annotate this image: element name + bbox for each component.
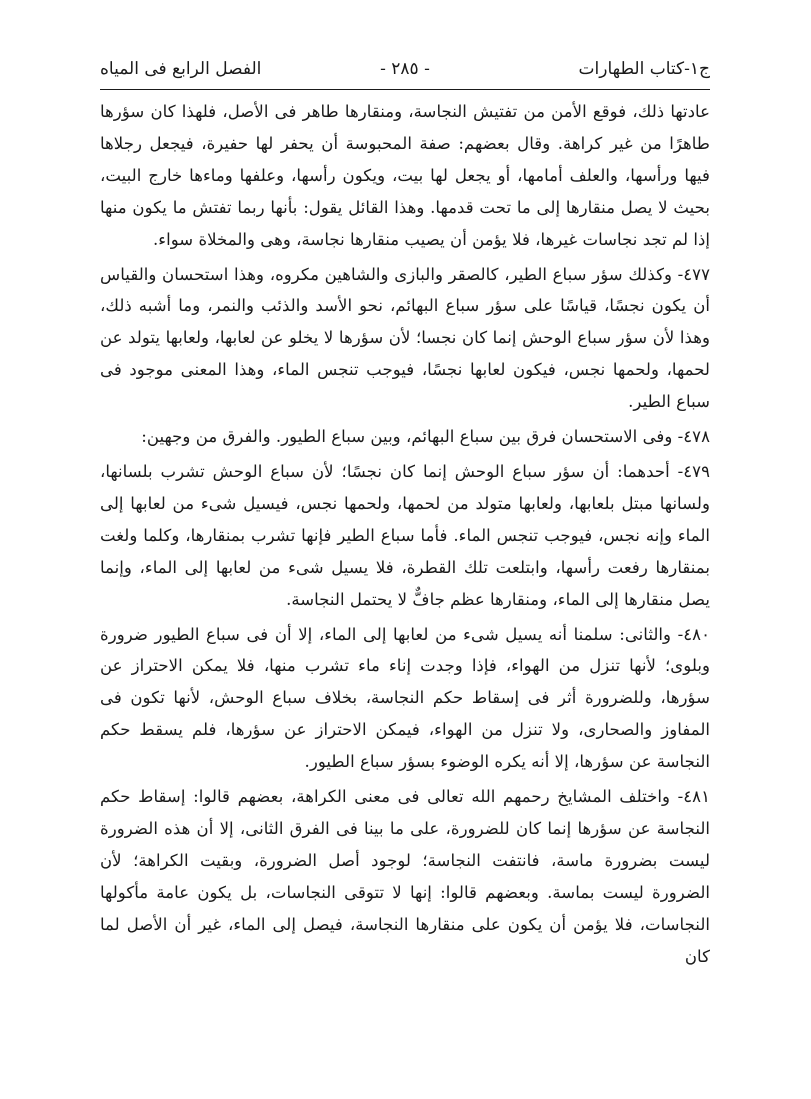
paragraph-text: وكذلك سؤر سباع الطير، كالصقر والبازى والشاهين مكروه، وهذا استحسان والقياس أن يكون نجسًا، قياسًا على سؤر سباع البهائم، نحو الأسد والذئب والنمر، وما أشبه ذلك، وهذا لأن سؤر سباع الوحش إنما كان نجسا؛ لأن سؤرها لا يخلو عن لعابها، ولعابها يتولد عن لحمها، ولحمها نجس، فيكون لعابها نجسًا، فيوجب تنجس الماء، وهذا المعنى موجود فى سباع الطير.: [100, 264, 710, 412]
paragraph-477: ٤٧٧- وكذلك سؤر سباع الطير، كالصقر والبازى والشاهين مكروه، وهذا استحسان والقياس أن يكون نجسًا، قياسًا على سؤر سباع البهائم، نحو الأسد والذئب والنمر، وما أشبه ذلك، وهذا لأن سؤر سباع الوحش إنما كان نجسا؛ لأن سؤرها لا يخلو عن لعابها، ولعابها يتولد عن لحمها، ولحمها نجس، فيكون لعابها نجسًا، فيوجب تنجس الماء، وهذا المعنى موجود فى سباع الطير.: [100, 264, 710, 412]
paragraph-text: عادتها ذلك، فوقع الأمن من تفتيش النجاسة، ومنقارها طاهر فى الأصل، فلهذا كان سؤرها طاهرًا من غير كراهة. وقال بعضهم: صفة المحبوسة أن يحفر لها حفيرة، فيجعل رجلاها فيها ورأسها، والعلف أمامها، أو يجعل لها بيت، ويكون رأسها، وعلفها وماءها خارج البيت، بحيث لا يصل منقارها إلى ما تحت قدمها. وهذا القائل يقول: بأنها ربما تفتش ما يكون منها إذا لم تجد نجاسات غيرها، فلا يؤمن أن يصيب منقارها نجاسة، وهى والمخلاة سواء.: [100, 102, 710, 249]
paragraph-number: ٤٧٩: [683, 461, 710, 481]
paragraph-479: ٤٧٩- أحدهما: أن سؤر سباع الوحش إنما كان نجسًا؛ لأن سباع الوحش تشرب بلسانها، ولسانها مبتل بلعابها، ولعابها متولد من لحمها، ولحمها نجس، فيسيل شىء من لعابها إلى الماء وإنه نجس، فيوجب تنجس الماء. فأما سباع الطير فإنها تشرب بمنقارها، وكلما ولغت بمنقارها رفعت رأسها، وابتلعت تلك القطرة، فلا يسيل شىء من لعابها إلى الماء، وإنما يصل منقارها إلى الماء، ومنقارها عظم جافٌّ لا يحتمل النجاسة.: [100, 461, 710, 609]
paragraph-480: ٤٨٠- والثانى: سلمنا أنه يسيل شىء من لعابها إلى الماء، إلا أن فى سباع الطيور ضرورة وبلوى؛ لأنها تنزل من الهواء، فإذا وجدت إناء ماء تشرب منها، فلا يمكن الاحتراز عن سؤرها، وللضرورة أثر فى إسقاط حكم النجاسة، بخلاف سباع الوحش، لأنها تكون فى المفاوز والصحارى، ولا تنزل من الهواء، فيمكن الاحتراز عن سؤرها، فلم يسقط حكم النجاسة عن سؤرها، إلا أنه يكره الوضوء بسؤر سباع الطيور.: [100, 624, 710, 772]
paragraph-text: والثانى: سلمنا أنه يسيل شىء من لعابها إلى الماء، إلا أن فى سباع الطيور ضرورة وبلوى؛ لأنها تنزل من الهواء، فإذا وجدت إناء ماء تشرب منها، فلا يمكن الاحتراز عن سؤرها، وللضرورة أثر فى إسقاط حكم النجاسة، بخلاف سباع الوحش، لأنها تكون فى المفاوز والصحارى، ولا تنزل من الهواء، فيمكن الاحتراز عن سؤرها، فلم يسقط حكم النجاسة عن سؤرها، إلا أنه يكره الوضوء بسؤر سباع الطيور.: [100, 624, 710, 772]
volume-chapter-title: ج١-كتاب الطهارات: [578, 59, 710, 79]
paragraph-text: واختلف المشايخ رحمهم الله تعالى فى معنى الكراهة، بعضهم قالوا: إسقاط حكم النجاسة عن سؤرها إنما كان للضرورة، على ما بينا فى الفرق الثانى، إلا أن هذه الضرورة ليست بضرورة ماسة، فانتفت النجاسة؛ لوجود أصل الضرورة، وبقيت الكراهة؛ لأن الضرورة ليست بماسة. وبعضهم قالوا: إنها لا تتوقى النجاسات، بل يكون عامة مأكولها النجاسات، فلا يؤمن أن يكون على منقارها النجاسة، فيصل إلى الماء، غير أن الأصل لما كان: [100, 787, 710, 966]
paragraph-478: ٤٧٨- وفى الاستحسان فرق بين سباع البهائم، وبين سباع الطيور. والفرق من وجهين:: [141, 427, 710, 447]
paragraph-text: أحدهما: أن سؤر سباع الوحش إنما كان نجسًا؛ لأن سباع الوحش تشرب بلسانها، ولسانها مبتل بلعابها، ولعابها متولد من لحمها، ولحمها نجس، فيسيل شىء من لعابها إلى الماء وإنه نجس، فيوجب تنجس الماء. فأما سباع الطير فإنها تشرب بمنقارها، وكلما ولغت بمنقارها رفعت رأسها، وابتلعت تلك القطرة، فلا يسيل شىء من لعابها إلى الماء، وإنما يصل منقارها إلى الماء، ومنقارها عظم جافٌّ لا يحتمل النجاسة.: [100, 461, 710, 609]
running-header: [100, 55, 710, 85]
paragraph-number: ٤٧٨: [683, 427, 710, 447]
book-page: [100, 55, 710, 975]
paragraph-number: ٤٨٠: [683, 624, 710, 644]
paragraph-number: ٤٨١: [683, 787, 710, 807]
paragraph-continuation: [100, 96, 710, 256]
paragraph-text: وفى الاستحسان فرق بين سباع البهائم، وبين سباع الطيور. والفرق من وجهين:: [141, 427, 673, 447]
header-divider: [100, 89, 710, 90]
paragraph-481: ٤٨١- واختلف المشايخ رحمهم الله تعالى فى معنى الكراهة، بعضهم قالوا: إسقاط حكم النجاسة عن سؤرها إنما كان للضرورة، على ما بينا فى الفرق الثانى، إلا أن هذه الضرورة ليست بضرورة ماسة، فانتفت النجاسة؛ لوجود أصل الضرورة، وبقيت الكراهة؛ لأن الضرورة ليست بماسة. وبعضهم قالوا: إنها لا تتوقى النجاسات، بل يكون عامة مأكولها النجاسات، فلا يؤمن أن يكون على منقارها النجاسة، فيصل إلى الماء، غير أن الأصل لما كان: [100, 787, 710, 966]
page-body: [100, 96, 710, 972]
page-number: - ٢٨٥ -: [380, 59, 430, 79]
section-title: الفصل الرابع فى المياه: [100, 59, 262, 79]
paragraph-number: ٤٧٧: [683, 264, 710, 284]
